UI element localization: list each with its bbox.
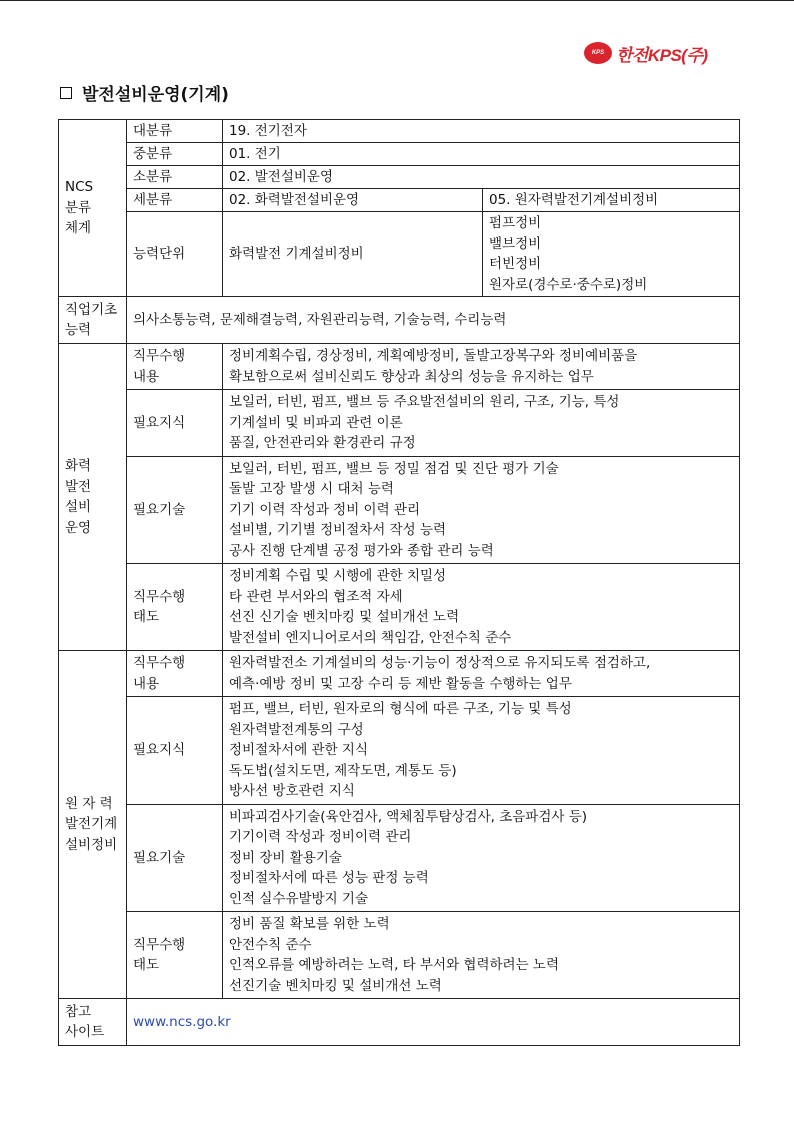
row-label: 중분류 <box>127 143 223 166</box>
row-value: 화력발전 기계설비정비 <box>223 212 483 297</box>
basic-ability-label: 직업기초 능력 <box>59 297 127 344</box>
row-label: 필요지식 <box>127 390 223 457</box>
table-row <box>59 564 740 651</box>
reference-link[interactable]: www.ncs.go.kr <box>127 999 740 1046</box>
table-row <box>59 212 740 297</box>
table-row <box>59 390 740 457</box>
row-label: 능력단위 <box>127 212 223 297</box>
table-row <box>59 912 740 999</box>
row-value: 펌프정비 밸브정비 터빈정비 원자로(경수로·중수로)정비 <box>483 212 740 297</box>
table-row <box>59 143 740 166</box>
job-description-table <box>58 119 740 1046</box>
table-row <box>59 457 740 564</box>
row-value: 정비계획 수립 및 시행에 관한 치밀성 타 관련 부서와의 협조적 자세 선진 신기술 벤치마킹 및 설비개선 노력 발전설비 엔지니어로서의 책임감, 안전수칙 준수 <box>223 564 740 651</box>
thermal-section-label: 화력 발전 설비 운영 <box>59 344 127 651</box>
row-value: 01. 전기 <box>223 143 740 166</box>
row-value: 02. 화력발전설비운영 <box>223 189 483 212</box>
table-row <box>59 189 740 212</box>
row-label: 소분류 <box>127 166 223 189</box>
row-value: 05. 원자력발전기계설비정비 <box>483 189 740 212</box>
row-value: 정비계획수립, 경상정비, 계획예방정비, 돌발고장복구와 정비예비품을 확보함으로써 설비신뢰도 향상과 최상의 성능을 유지하는 업무 <box>223 344 740 390</box>
nuclear-section-label: 원 자 력 발전기계 설비정비 <box>59 651 127 999</box>
row-value: 보일러, 터빈, 펌프, 밸브 등 주요발전설비의 원리, 구조, 기능, 특성 기계설비 및 비파괴 관련 이론 품질, 안전관리와 환경관리 규정 <box>223 390 740 457</box>
row-value: 19. 전기전자 <box>223 120 740 143</box>
row-value: 보일러, 터빈, 펌프, 밸브 등 정밀 점검 및 진단 평가 기술 돌발 고장 발생 시 대처 능력 기기 이력 작성과 정비 이력 관리 설비별, 기기별 정비절차서 작성 능력 공사 진행 단계별 공정 평가와 종합 관리 능력 <box>223 457 740 564</box>
row-label: 필요기술 <box>127 805 223 912</box>
row-label: 직무수행 내용 <box>127 344 223 390</box>
table-row <box>59 999 740 1046</box>
row-value: 원자력발전소 기계설비의 성능·기능이 정상적으로 유지되도록 점검하고, 예측·예방 정비 및 고장 수리 등 제반 활동을 수행하는 업무 <box>223 651 740 697</box>
row-value: 펌프, 밸브, 터빈, 원자로의 형식에 따른 구조, 기능 및 특성 원자력발전계통의 구성 정비절차서에 관한 지식 독도법(설치도면, 제작도면, 계통도 등) 방사선 방호관련 지식 <box>223 697 740 805</box>
ncs-section-label: NCS 분류 체계 <box>59 120 127 297</box>
table-row <box>59 651 740 697</box>
table-row <box>59 297 740 344</box>
page-title <box>60 80 229 105</box>
row-label: 필요지식 <box>127 697 223 805</box>
row-label: 세분류 <box>127 189 223 212</box>
table-row <box>59 166 740 189</box>
logo-text: 한전KPS(주) <box>616 45 708 65</box>
company-logo <box>584 42 708 64</box>
row-label: 직무수행 태도 <box>127 912 223 999</box>
basic-ability-value: 의사소통능력, 문제해결능력, 자원관리능력, 기술능력, 수리능력 <box>127 297 740 344</box>
page-title-text: 발전설비운영(기계) <box>82 85 229 105</box>
table-row <box>59 344 740 390</box>
table-row <box>59 697 740 805</box>
table-row <box>59 805 740 912</box>
row-label: 대분류 <box>127 120 223 143</box>
table-row <box>59 120 740 143</box>
reference-label: 참고 사이트 <box>59 999 127 1046</box>
row-label: 직무수행 태도 <box>127 564 223 651</box>
checkbox-icon <box>60 87 72 99</box>
row-value: 02. 발전설비운영 <box>223 166 740 189</box>
row-value: 정비 품질 확보를 위한 노력 안전수칙 준수 인적오류를 예방하려는 노력, 타 부서와 협력하려는 노력 선진기술 벤치마킹 및 설비개선 노력 <box>223 912 740 999</box>
row-value: 비파괴검사기술(육안검사, 액체침투탐상검사, 초음파검사 등) 기기이력 작성과 정비이력 관리 정비 장비 활용기술 정비절차서에 따른 성능 판정 능력 인적 실수유발방지 기술 <box>223 805 740 912</box>
row-label: 직무수행 내용 <box>127 651 223 697</box>
row-label: 필요기술 <box>127 457 223 564</box>
kps-logo-icon: KPS <box>584 42 612 64</box>
top-border <box>0 0 794 1</box>
